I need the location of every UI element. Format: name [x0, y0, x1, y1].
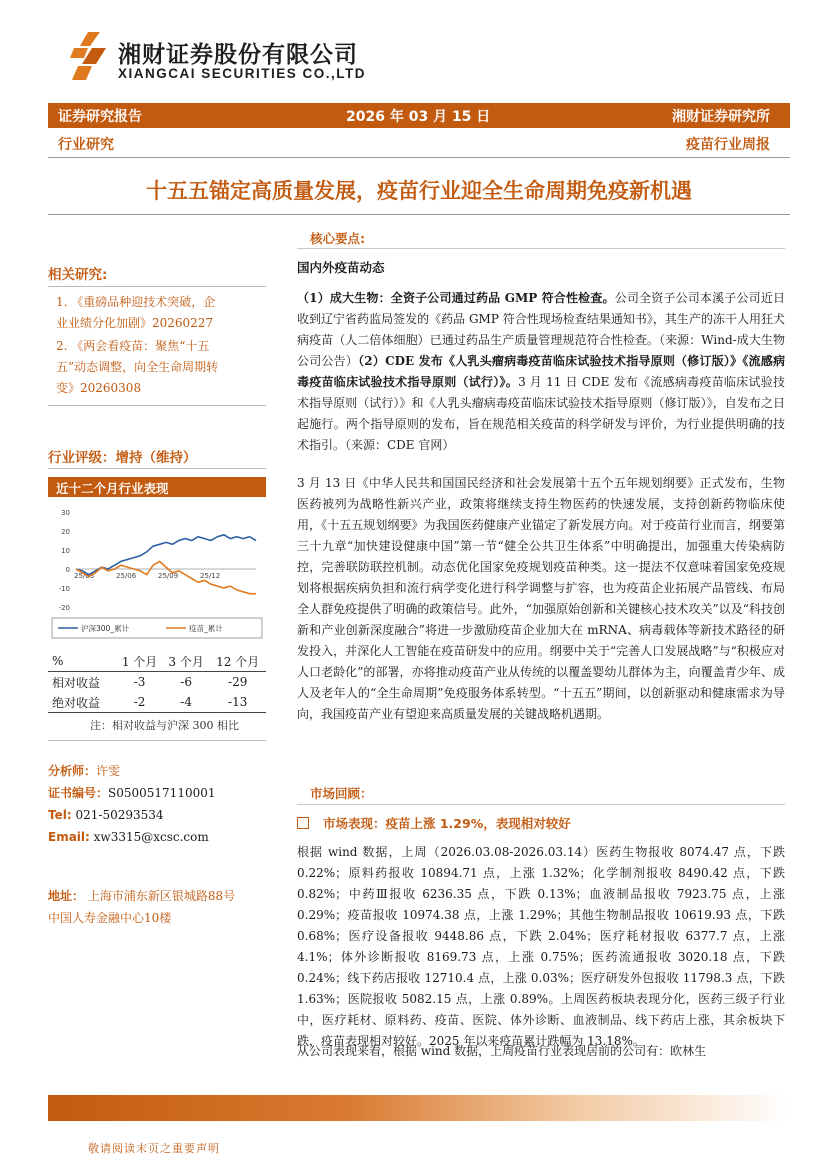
- table-row: [48, 672, 266, 693]
- y-tick-label: 0: [65, 566, 70, 574]
- news-item-heading: （1）成大生物：全资子公司通过药品 GMP 符合性检查。: [297, 291, 615, 305]
- table-cell: -3: [133, 675, 146, 689]
- legend-label: 沪深300_累计: [81, 624, 130, 633]
- performance-table: [48, 651, 266, 713]
- news-item-text: 3 月 11 日 CDE 发布《流感病毒疫苗临床试验技术指导原则（试行）》和《人乳头瘤病毒疫苗临床试验技术指导原则（修订版）》，自发布之日起施行。两个指导原则的发布，旨在规范相关疫苗的科学研发与评价，为行业提供明确的技术指引。（来源：CDE 官网）: [297, 375, 785, 452]
- related-research-title: 相关研究:: [48, 267, 108, 283]
- company-name-zh: 湘财证券股份有限公司: [118, 42, 358, 68]
- address-line: 上海市浦东新区银城路88号: [87, 889, 236, 903]
- y-tick-label: 30: [61, 509, 70, 517]
- section-underline: [297, 248, 785, 249]
- email-label: Email:: [48, 830, 90, 844]
- table-cell: -29: [228, 675, 248, 689]
- table-header-row: [48, 651, 266, 672]
- company-logo-icon: [70, 30, 110, 82]
- chart-note: 注：相对收益与沪深 300 相比: [90, 719, 239, 732]
- market-subtitle: [297, 813, 571, 832]
- report-type: 证券研究报告: [58, 109, 142, 125]
- divider: [48, 740, 266, 741]
- analyst-name: 许雯: [96, 764, 121, 778]
- table-header-cell: 3 个月: [163, 651, 210, 672]
- divider: [48, 286, 266, 287]
- divider: [48, 157, 790, 158]
- x-tick-label: 25/03: [74, 572, 95, 580]
- news-paragraph: [297, 288, 785, 456]
- related-item[interactable]: [56, 292, 266, 334]
- checkbox-icon: [297, 817, 309, 829]
- header-subrow: [48, 134, 790, 154]
- report-category: 行业研究: [58, 137, 114, 153]
- footer-bar: [48, 1095, 790, 1121]
- table-cell: 相对收益: [52, 675, 101, 690]
- news-item-heading: （2）CDE 发布《人乳头瘤病毒疫苗临床试验技术指导原则（修订版）》《流感病毒疫苗临床试验技术指导原则（试行）》。: [297, 354, 785, 389]
- analyst-label: 分析师：: [48, 764, 97, 778]
- footer-disclaimer: 敬请阅读末页之重要声明: [88, 1142, 220, 1155]
- x-tick-label: 25/06: [116, 572, 137, 580]
- table-header-cell: %: [48, 651, 116, 672]
- divider: [48, 405, 266, 406]
- policy-paragraph: 3 月 13 日《中华人民共和国国民经济和社会发展第十五个五年规划纲要》正式发布，生物医药被列为战略性新兴产业，政策将继续支持生物医药的快速发展，支持创新药物临床使用，《十五五规划纲要》为我国医药健康产业锚定了新发展方向。对于疫苗行业而言，纲要第三十九章“加快建设健康中国”第一节“健全公共卫生体系”中明确提出，加强重大传染病防控，完善联防联控机制。动态优化国家免疫规划疫苗种类。这一提法不仅意味着国家免疫规划将根据疾病负担和流行病学变化进行科学调整与扩容，也为疫苗企业拓展产品管线、布局全人群免疫提供了明确的政策信号。此外，“加强原始创新和关键核心技术攻关”以及“科技创新和产业创新深度融合”将进一步激励疫苗企业加大在 mRNA、病毒载体等新技术路径的研发投入，并深化人工智能在疫苗研发中的应用。纲要中关于“完善人口发展战略”与“积极应对人口老龄化”的部署，亦将推动疫苗产业从传统的以覆盖婴幼儿群体为主，向覆盖青少年、成人及老年人的“全生命周期”免疫服务体系转型。“十五五”期间，以创新驱动和健康需求为导向，我国疫苗产业有望迎来高质量发展的关键战略机遇期。: [297, 476, 785, 721]
- y-tick-label: 10: [61, 547, 70, 555]
- market-review-title: 市场回顾：: [310, 786, 373, 801]
- table-header-cell: 1 个月: [116, 651, 163, 672]
- y-tick-label: -20: [58, 604, 70, 612]
- performance-title: 近十二个月行业表现: [56, 481, 169, 496]
- company-paragraph: 从公司表现来看，根据 wind 数据，上周疫苗行业表现居前的公司有：欧林生: [297, 1044, 707, 1058]
- institute-name: 湘财证券研究所: [672, 109, 770, 125]
- tel-label: Tel:: [48, 808, 72, 822]
- company-name-en: XIANGCAI SECURITIES CO.,LTD: [118, 66, 367, 81]
- table-cell: -2: [116, 692, 163, 713]
- related-item-line: 五”动态调整，向全生命周期转: [56, 360, 219, 374]
- table-row: [48, 692, 266, 713]
- performance-chart: [48, 502, 266, 642]
- y-tick-label: -10: [58, 585, 70, 593]
- performance-section-bar: [48, 477, 266, 497]
- table-cell: 绝对收益: [48, 692, 116, 713]
- market-paragraph: 根据 wind 数据，上周（2026.03.08-2026.03.14）医药生物报收 8074.47 点，下跌 0.22%；原料药报收 10894.71 点，上涨 1.32%；化学制剂报收 8490.42 点，下跌 0.82%；中药Ⅲ报收 6236.35 点，下跌 0.13%；血液制品报收 7923.75 点，上涨 0.29%；疫苗报收 10974.38 点，上涨 1.29%；其他生物制品报收 10619.93 点，下跌 0.68%；医疗设备报收 9448.86 点，下跌 2.04%；医疗耗材报收 6377.7 点，上涨 4.1%；体外诊断报收 8169.73 点，上涨 0.75%；医药流通报收 3020.18 点，下跌 0.24%；线下药店报收 12710.4 点，上涨 0.03%；医疗研发外包报收 11798.3 点，下跌 1.63%；医院报收 5082.15 点，上涨 0.89%。上周医药板块表现分化，医药三级子行业中，医疗耗材、原料药、疫苗、医院、体外诊断、血液制品、线下药店上涨，其余板块下跌，疫苗表现相对较好。2025 年以来疫苗累计跌幅为 13.18%。: [297, 845, 785, 1048]
- report-date: 2026 年 03 月 15 日: [346, 109, 491, 125]
- cert-label: 证书编号：: [48, 786, 109, 800]
- related-item-line: 业业绩分化加剧》20260227: [56, 316, 214, 330]
- core-points-title: 核心要点:: [310, 231, 365, 246]
- divider: [48, 214, 790, 215]
- y-tick-label: 20: [61, 528, 70, 536]
- related-item-line: 2. 《两会看疫苗：聚焦“十五: [56, 339, 210, 353]
- x-tick-label: 25/12: [200, 572, 221, 580]
- address-block: [48, 885, 288, 929]
- email-address[interactable]: xw3315@xcsc.com: [93, 830, 209, 844]
- domestic-news-title: 国内外疫苗动态: [297, 260, 385, 275]
- cert-number: S0500517110001: [108, 786, 216, 800]
- report-series: 疫苗行业周报: [686, 137, 770, 153]
- section-underline: [297, 804, 785, 805]
- table-cell: -4: [163, 692, 210, 713]
- analyst-info: [48, 760, 266, 848]
- related-item[interactable]: [56, 336, 266, 399]
- table-header-cell: 12 个月: [209, 651, 266, 672]
- tel-number: 021-50293534: [75, 808, 164, 822]
- address-line: 中国人寿金融中心10楼: [48, 911, 172, 925]
- related-item-line: 变》20260308: [56, 381, 142, 395]
- legend-label: 疫苗_累计: [189, 624, 223, 633]
- header-bar: [48, 103, 790, 128]
- address-label: 地址：: [48, 889, 85, 903]
- table-cell: -6: [180, 675, 192, 689]
- related-item-line: 1. 《重磅品种迎技术突破，企: [56, 295, 216, 309]
- report-title: 十五五锚定高质量发展，疫苗行业迎全生命周期免疫新机遇: [146, 179, 692, 203]
- news-item-text: 公司全资子公司本溪子公司近日收到辽宁省药监局签发的《药品 GMP 符合性现场检查结果通知书》，其生产的冻干人用狂犬病疫苗（人二倍体细胞）已通过药品生产质量管理规范符合性检查。（来源：Wind-成大生物公司公告）: [297, 291, 785, 368]
- divider: [48, 468, 266, 469]
- table-cell: -13: [209, 692, 266, 713]
- industry-rating: 行业评级：增持（维持）: [48, 450, 197, 466]
- x-tick-label: 25/09: [158, 572, 179, 580]
- market-subtitle-text: 市场表现：疫苗上涨 1.29%，表现相对较好: [323, 816, 571, 831]
